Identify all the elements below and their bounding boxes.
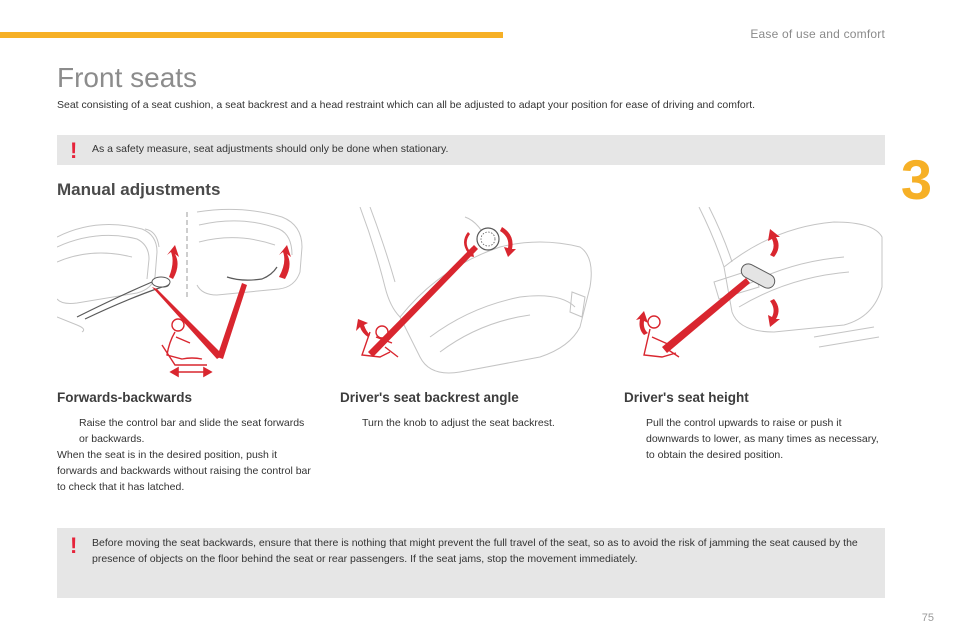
safety-warning-text: As a safety measure, seat adjustments should only be done when stationary. [92,143,449,155]
page-title: Front seats [57,62,198,93]
chapter-number: 3 [900,148,932,211]
bullet-mark [624,415,646,463]
forwards-backwards-heading: Forwards-backwards [57,390,193,405]
section-title: Ease of use and comfort [750,27,885,41]
page-number: 75 [921,612,934,624]
forwards-backwards-bullet: Raise the control bar and slide the seat forwards or backwards. [79,417,305,445]
jamming-warning-text: Before moving the seat backwards, ensure that there is nothing that might prevent the full travel of the seat, so as to avoid the risk of jamming the seat caused by the presence of objects on the floor behind the seat or rear passengers. If the seat jams, stop the movement immediately. [92,537,858,565]
backrest-angle-bullet: Turn the knob to adjust the seat backrest. [362,417,555,429]
jamming-warning-box [57,528,885,598]
seat-height-illustration [624,207,884,382]
warning-icon: ! [70,533,78,558]
bullet-mark [340,415,362,431]
backrest-angle-illustration [340,207,598,382]
safety-warning-box [57,135,885,165]
forwards-backwards-extra: When the seat is in the desired position, push it forwards and backwards without raising the control bar to check that it has latched. [57,449,311,493]
intro-text: Seat consisting of a seat cushion, a seat backrest and a head restraint which can all be adjusted to adapt your position for ease of driving and comfort. [57,99,756,111]
warning-icon: ! [70,138,78,163]
bullet-mark [57,415,79,447]
header-accent-bar [0,32,503,38]
seat-height-text [624,415,879,463]
backrest-angle-heading: Driver's seat backrest angle [340,390,519,405]
seat-height-heading: Driver's seat height [624,390,749,405]
forwards-backwards-illustration [57,207,315,382]
manual-adjustments-heading: Manual adjustments [57,180,221,199]
forwards-backwards-text [57,415,312,495]
backrest-angle-text [340,415,600,431]
seat-height-bullet: Pull the control upwards to raise or push it downwards to lower, as many times as necessary, to obtain the desired position. [646,417,879,461]
